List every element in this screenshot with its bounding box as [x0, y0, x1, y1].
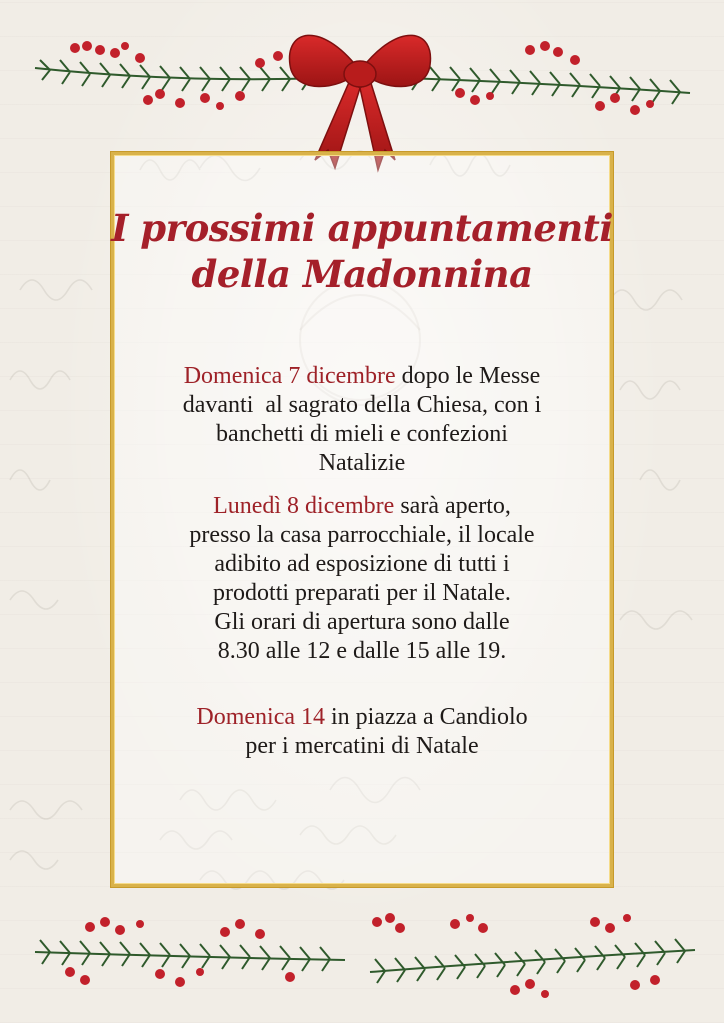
event-2-date: Lunedì 8 dicembre — [213, 493, 395, 519]
event-2-line-4: prodotti preparati per il Natale. — [213, 580, 511, 606]
red-bow — [280, 10, 440, 175]
event-3-line-2: per i mercatini di Natale — [245, 733, 479, 759]
event-2-line-3: adibito ad esposizione di tutti i — [214, 551, 510, 577]
event-block-1 — [111, 362, 613, 478]
event-1-date: Domenica 7 dicembre — [183, 363, 396, 389]
event-1-line-3: banchetti di mieli e confezioni — [216, 421, 508, 447]
event-3-date: Domenica 14 — [196, 704, 326, 730]
page-title — [111, 205, 613, 297]
event-2-line-5: Gli orari di apertura sono dalle — [214, 609, 510, 635]
event-1-line-2: davanti al sagrato della Chiesa, con i — [182, 392, 542, 418]
event-3-line-1: in piazza a Candiolo — [325, 704, 528, 730]
event-2-line-1: sarà aperto, — [394, 493, 511, 519]
title-line-2: della Madonnina — [191, 252, 533, 296]
event-2-line-6: 8.30 alle 12 e dalle 15 alle 19. — [217, 638, 507, 664]
event-block-3 — [111, 703, 613, 761]
event-2-line-2: presso la casa parrocchiale, il locale — [189, 522, 535, 548]
event-1-line-4: Natalizie — [318, 450, 406, 476]
event-1-line-1: dopo le Messe — [395, 363, 541, 389]
event-block-2 — [111, 492, 613, 666]
title-line-1: I prossimi appuntamenti — [111, 206, 613, 250]
